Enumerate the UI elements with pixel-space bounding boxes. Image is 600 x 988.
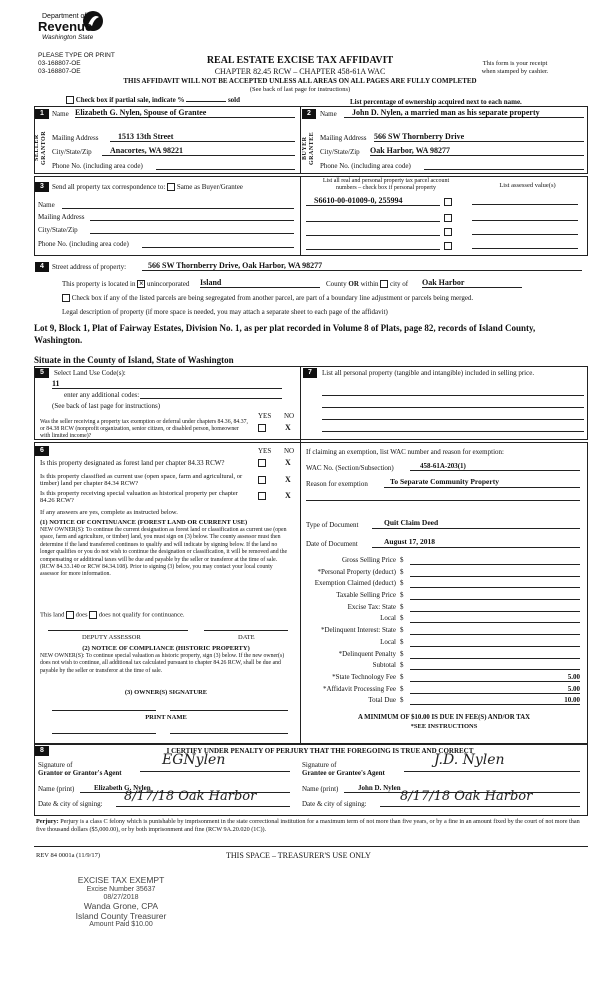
or-label: OR bbox=[348, 280, 359, 288]
exemption-reason[interactable]: To Separate Community Property bbox=[384, 478, 580, 488]
tax-row: Local $ bbox=[306, 614, 586, 626]
buyer-phone-label: Phone No. (including area code) bbox=[320, 162, 411, 170]
buyer-city-label: City/State/Zip bbox=[320, 148, 360, 156]
buyer-name[interactable]: John D. Nylen, a married man as his separate property bbox=[344, 108, 584, 118]
assessed-header: List assessed value(s) bbox=[499, 182, 556, 189]
tax-row: Total Due $ 10.00 bbox=[368, 696, 580, 705]
tax-row: Subtotal $ bbox=[306, 661, 586, 673]
grantor-date-script: 8/17/18 Oak Harbor bbox=[124, 789, 257, 804]
ref-number-2: 03-168807-OE bbox=[38, 68, 81, 75]
same-as-buyer-label: Same as Buyer/Grantee bbox=[176, 183, 243, 191]
section-1-number: 1 bbox=[35, 109, 49, 119]
partial-sale-checkbox[interactable] bbox=[66, 96, 74, 104]
doc-type[interactable]: Quit Claim Deed bbox=[372, 519, 580, 529]
s6-no-head: NO bbox=[284, 447, 295, 455]
tax-table bbox=[306, 556, 586, 708]
buyer-name-label: Name bbox=[320, 110, 337, 118]
parcel-1-checkbox[interactable] bbox=[444, 198, 452, 206]
parcel-header: List all real and personal property tax parcel account numbers – check box if personal property bbox=[322, 178, 450, 191]
exempt-yes-checkbox[interactable] bbox=[258, 424, 266, 432]
forest-question: Is this property designated as forest land per chapter 84.33 RCW? bbox=[40, 459, 225, 467]
reason-label: Reason for exemption bbox=[306, 480, 368, 488]
rev-number: REV 84 0001a (11/9/17) bbox=[36, 852, 101, 859]
seller-phone-label: Phone No. (including area code) bbox=[52, 162, 143, 170]
buyer-mailing-label: Mailing Address bbox=[320, 134, 367, 142]
wac-number[interactable]: 458-61A-203(1) bbox=[410, 462, 580, 471]
doc-date[interactable]: August 17, 2018 bbox=[372, 538, 580, 548]
assessed-line-3[interactable] bbox=[472, 234, 578, 235]
does-not-checkbox[interactable] bbox=[89, 611, 97, 619]
grantor-sig-label: Signature of Grantor or Grantor's Agent bbox=[38, 761, 122, 778]
seller-city-label: City/State/Zip bbox=[52, 148, 92, 156]
correspondence-row bbox=[52, 183, 243, 191]
grantor-date-label: Date & city of signing: bbox=[38, 800, 103, 808]
seller-city[interactable]: Anacortes, WA 98221 bbox=[102, 146, 295, 156]
dor-line2: Revenue bbox=[38, 19, 93, 34]
current-use-yes-checkbox[interactable] bbox=[258, 476, 266, 484]
corr-mailing[interactable] bbox=[90, 213, 294, 221]
corr-phone-label: Phone No. (including area code) bbox=[38, 240, 129, 248]
warning-banner: THIS AFFIDAVIT WILL NOT BE ACCEPTED UNLESS ALL AREAS ON ALL PAGES ARE FULLY COMPLETED bbox=[123, 77, 477, 85]
additional-codes[interactable] bbox=[140, 391, 282, 399]
historic-no-mark[interactable]: X bbox=[285, 491, 291, 500]
does-not-label: does not qualify for continuance. bbox=[98, 611, 185, 619]
partial-sale-row bbox=[66, 96, 240, 104]
parcel-line-3[interactable] bbox=[306, 230, 440, 236]
doc-date-label: Date of Document bbox=[306, 540, 358, 548]
current-use-question: Is this property classified as current use (open space, farm and agricultural, or timber) land per chapter 84.34 RCW? bbox=[40, 473, 243, 488]
land-use-label: Select Land Use Code(s): bbox=[54, 369, 126, 377]
tax-row: Local $ bbox=[306, 638, 586, 650]
land-use-code[interactable]: 11 bbox=[52, 379, 282, 389]
notice-compliance-body: NEW OWNER(S): To continue special valuation as historic property, sign (3) below. If the new owner(s) does not wish to continue, all additional tax calculated pursuant to chapter 84.26 RCW, shall be due and payable by the seller or transferor at the time of sale. bbox=[40, 653, 285, 674]
grantor-signature-script: EGNylen bbox=[162, 752, 226, 768]
receipt-note-1: This form is your receipt bbox=[482, 60, 548, 67]
dor-line1: Department of bbox=[42, 13, 87, 20]
reason-line-2[interactable] bbox=[306, 500, 580, 501]
section-4-number: 4 bbox=[35, 262, 49, 272]
print-name-line-2[interactable] bbox=[170, 733, 288, 734]
corr-name[interactable] bbox=[62, 201, 294, 209]
corr-city[interactable] bbox=[90, 226, 294, 234]
print-name-line[interactable] bbox=[52, 733, 156, 734]
tax-row: *Personal Property (deduct) $ bbox=[306, 568, 586, 580]
footer-rule bbox=[34, 846, 588, 847]
assessed-line-4[interactable] bbox=[472, 248, 578, 249]
grantee-signature-script: J.D. Nylen bbox=[434, 752, 505, 768]
owner-signature-line-2[interactable] bbox=[170, 710, 288, 711]
unincorporated-checkbox[interactable]: × bbox=[138, 279, 144, 289]
parcel-2-checkbox[interactable] bbox=[444, 214, 452, 222]
does-checkbox[interactable] bbox=[66, 611, 74, 619]
doc-type-label: Type of Document bbox=[306, 521, 359, 529]
grantor-signature[interactable] bbox=[140, 752, 290, 772]
located-label: This property is located in bbox=[62, 280, 136, 288]
notice-continuance-body: NEW OWNER(S): To continue the current designation as forest land or classification as current use (open space, farm and agriculture, or timber) land, you must sign on (3) below. The county assessor must then determine if the land transferred continues to qualify and will indicate by signing below. If the land no longer qualifies or you do not wish to continue the designation or classification, it will be removed and the compensating or additional taxes will be due and payable by the seller or transferor at the time of sale. (RCW 84.33.140 or RCW 84.34.108). Prior to signing (3) below, you may contact your local county assessor for more information. bbox=[40, 527, 288, 578]
perjury-note: Perjury: Perjury is a class C felony which is punishable by imprisonment in the state correctional institution for a maximum term of not more than five years, or by a fine in an amount fixed by the court of not more than five thousand dollars ($5,000.00), or by both imprisonment and fine (RCW 9A.20.020 (1C)). bbox=[36, 818, 580, 833]
same-as-buyer-checkbox[interactable] bbox=[167, 183, 175, 191]
historic-yes-checkbox[interactable] bbox=[258, 492, 266, 500]
assessed-line-2[interactable] bbox=[472, 220, 578, 221]
exempt-no-mark[interactable]: X bbox=[285, 423, 291, 432]
located-row bbox=[62, 280, 189, 288]
segregated-row bbox=[62, 294, 473, 302]
forest-no-mark[interactable]: X bbox=[285, 458, 291, 467]
section-2-number: 2 bbox=[302, 109, 316, 119]
parcel-line-1[interactable] bbox=[306, 196, 440, 206]
tax-row: Gross Selling Price $ bbox=[306, 556, 586, 568]
parcel-line-2[interactable] bbox=[306, 216, 440, 222]
seller-name-label: Name bbox=[52, 110, 69, 118]
grantee-signature[interactable] bbox=[404, 752, 580, 772]
print-name-label: PRINT NAME bbox=[145, 714, 187, 721]
city-of-checkbox[interactable] bbox=[380, 280, 388, 288]
buyer-mailing[interactable]: 566 SW Thornberry Drive bbox=[374, 132, 584, 142]
seller-side-label: SELLER GRANTOR bbox=[34, 130, 47, 166]
segregated-label: Check box if any of the listed parcels are being segregated from another parcel, are part of a boundary line adjustment or parcels being merged. bbox=[71, 294, 474, 302]
grantee-sig-label: Signature of Grantee or Grantee's Agent bbox=[302, 761, 385, 778]
seller-phone[interactable] bbox=[156, 162, 295, 170]
exemption-claim-label: If claiming an exemption, list WAC number and reason for exemption: bbox=[306, 448, 504, 456]
partial-sale-label: Check box if partial sale, indicate % bbox=[75, 96, 185, 104]
segregated-checkbox[interactable] bbox=[62, 294, 70, 302]
section-6-number: 6 bbox=[35, 446, 49, 456]
grantee-print-name[interactable]: John D. Nylen bbox=[344, 784, 580, 793]
buyer-phone[interactable] bbox=[424, 162, 584, 170]
certify-statement: I CERTIFY UNDER PENALTY OF PERJURY THAT THE FOREGOING IS TRUE AND CORRECT bbox=[166, 747, 474, 755]
dor-line3: Washington State bbox=[42, 34, 94, 41]
deputy-signature-line[interactable] bbox=[48, 630, 188, 631]
corr-mailing-label: Mailing Address bbox=[38, 213, 85, 221]
buyer-side-label: BUYER GRANTEE bbox=[302, 131, 315, 165]
receipt-note-2: when stamped by cashier. bbox=[481, 68, 549, 75]
tax-row: *State Technology Fee $ 5.00 bbox=[332, 672, 580, 681]
ref-number-1: 03-168807-OE bbox=[38, 60, 81, 67]
parcel-4-checkbox[interactable] bbox=[444, 242, 452, 250]
does-label: does bbox=[75, 611, 88, 619]
corr-phone[interactable] bbox=[142, 240, 294, 248]
section-5-number: 5 bbox=[35, 368, 49, 378]
section-8-number: 8 bbox=[35, 746, 49, 756]
grantee-date-script: 8/17/18 Oak Harbor bbox=[400, 789, 533, 804]
seller-mailing[interactable]: 1513 13th Street bbox=[110, 132, 295, 142]
forest-yes-checkbox[interactable] bbox=[258, 459, 266, 467]
county-label: County bbox=[326, 280, 347, 288]
legal-label: Legal description of property (if more space is needed, you may attach a separate sheet to each page of the affidavit) bbox=[62, 308, 388, 316]
grantee-print-label: Name (print) bbox=[302, 785, 339, 793]
corr-name-label: Name bbox=[38, 201, 55, 209]
treasurer-stamp: EXCISE TAX EXEMPT Excise Number 35637 08/27/2018 Wanda Grone, CPA Island County Treasurer Amount Paid $10.00 bbox=[75, 875, 167, 929]
within-label: within bbox=[360, 280, 379, 288]
tax-row: Exemption Claimed (deduct) $ bbox=[306, 579, 586, 591]
property-city[interactable]: Oak Harbor bbox=[422, 278, 522, 288]
pp-line-3[interactable] bbox=[322, 419, 584, 420]
parcel-number-1: S6610-00-01009-0, 255994 bbox=[314, 196, 403, 205]
parcel-3-checkbox[interactable] bbox=[444, 228, 452, 236]
historic-question: Is this property receiving special valuation as historical property per chapter 84.26 RCW? bbox=[40, 490, 238, 505]
street-row bbox=[52, 263, 126, 271]
tax-row: *Delinquent Penalty $ bbox=[306, 650, 586, 662]
tax-row: Taxable Selling Price $ bbox=[306, 591, 586, 603]
county-or-row bbox=[326, 280, 408, 288]
grantor-print-name[interactable]: Elizabeth G. Nylen bbox=[80, 784, 290, 793]
minimum-fee-note: A MINIMUM OF $10.00 IS DUE IN FEE(S) AND/OR TAX bbox=[357, 714, 531, 721]
pp-line-4[interactable] bbox=[322, 431, 584, 432]
buyer-city[interactable]: Oak Harbor, WA 98277 bbox=[370, 146, 584, 156]
exemption-question: Was the seller receiving a property tax exemption or deferral under chapters 84.36, 84.37, or 84.38 RCW (nonprofit organization, senior citizen, or disabled person, homeowner with limited income)? bbox=[40, 419, 248, 439]
treasurer-use-label: THIS SPACE – TREASURER'S USE ONLY bbox=[226, 851, 371, 860]
deputy-assessor-label: DEPUTY ASSESSOR bbox=[82, 634, 141, 641]
parcel-line-4[interactable] bbox=[306, 244, 440, 250]
unincorporated-label: unincorporated bbox=[146, 280, 190, 288]
pp-line-2[interactable] bbox=[322, 407, 584, 408]
personal-property-label: List all personal property (tangible and intangible) included in selling price. bbox=[322, 369, 535, 377]
tax-row: *Delinquent Interest: State $ bbox=[306, 626, 586, 638]
lu-yes-head: YES bbox=[258, 412, 272, 420]
assessed-line-1[interactable] bbox=[472, 204, 578, 205]
property-county[interactable]: Island bbox=[200, 278, 320, 288]
owner-signature-line[interactable] bbox=[52, 710, 156, 711]
legal-situate[interactable]: Situate in the County of Island, State of Washington bbox=[34, 355, 234, 365]
seller-mailing-label: Mailing Address bbox=[52, 134, 99, 142]
grantee-date-city[interactable] bbox=[380, 789, 580, 807]
street-label: Street address of property: bbox=[52, 263, 127, 271]
tax-row: *Affidavit Processing Fee $ 5.00 bbox=[323, 684, 580, 693]
land-label: This land bbox=[40, 611, 65, 619]
form-subtitle: CHAPTER 82.45 RCW – CHAPTER 458-61A WAC bbox=[214, 67, 386, 76]
see-back-note: (See back of last page for instructions) bbox=[249, 86, 351, 93]
corr-city-label: City/State/Zip bbox=[38, 226, 78, 234]
section-7-number: 7 bbox=[303, 368, 317, 378]
dor-logo bbox=[38, 10, 108, 50]
city-of-label: city of bbox=[390, 280, 409, 288]
s6-yes-head: YES bbox=[258, 447, 272, 455]
current-use-no-mark[interactable]: X bbox=[285, 475, 291, 484]
tax-row: Excise Tax: State $ bbox=[306, 603, 586, 615]
section-3-number: 3 bbox=[35, 182, 49, 192]
type-print-note: PLEASE TYPE OR PRINT bbox=[38, 52, 115, 59]
notice-compliance-title: (2) NOTICE OF COMPLIANCE (HISTORIC PROPERTY) bbox=[82, 645, 250, 652]
lu-no-head: NO bbox=[284, 412, 295, 420]
land-use-see-back: (See back of last page for instructions) bbox=[52, 402, 161, 410]
land-qualify-row bbox=[40, 611, 185, 619]
notice-continuance-title: (1) NOTICE OF CONTINUANCE (FOREST LAND OR CURRENT USE) bbox=[40, 519, 248, 526]
sold-label: sold bbox=[227, 96, 241, 104]
grantee-date-label: Date & city of signing: bbox=[302, 800, 367, 808]
correspondence-label: Send all property tax correspondence to: bbox=[52, 183, 166, 191]
wac-label: WAC No. (Section/Subsection) bbox=[306, 464, 394, 472]
deputy-date-label: DATE bbox=[238, 634, 255, 641]
additional-codes-label: enter any additional codes: bbox=[64, 391, 140, 399]
grantor-date-city[interactable] bbox=[116, 789, 290, 807]
seller-name[interactable]: Elizabeth G. Nylen, Spouse of Grantee bbox=[75, 108, 295, 118]
property-street[interactable]: 566 SW Thornberry Drive, Oak Harbor, WA 98277 bbox=[142, 261, 582, 271]
deputy-date-line[interactable] bbox=[204, 630, 288, 631]
if-yes-note: If any answers are yes, complete as instructed below. bbox=[40, 509, 178, 516]
legal-description[interactable]: Lot 9, Block 1, Plat of Fairway Estates, Division No. 1, as per plat recorded in Volume 8 of Plats, page 82, records of Island County, Washington. bbox=[34, 323, 536, 345]
form-title: REAL ESTATE EXCISE TAX AFFIDAVIT bbox=[206, 55, 394, 66]
list-percentage-note: List percentage of ownership acquired next to each name. bbox=[350, 98, 522, 106]
grantor-print-label: Name (print) bbox=[38, 785, 75, 793]
pp-line-1[interactable] bbox=[322, 395, 584, 396]
owner-signature-label: (3) OWNER(S) SIGNATURE bbox=[124, 689, 208, 696]
see-instructions-note: *SEE INSTRUCTIONS bbox=[410, 723, 478, 730]
